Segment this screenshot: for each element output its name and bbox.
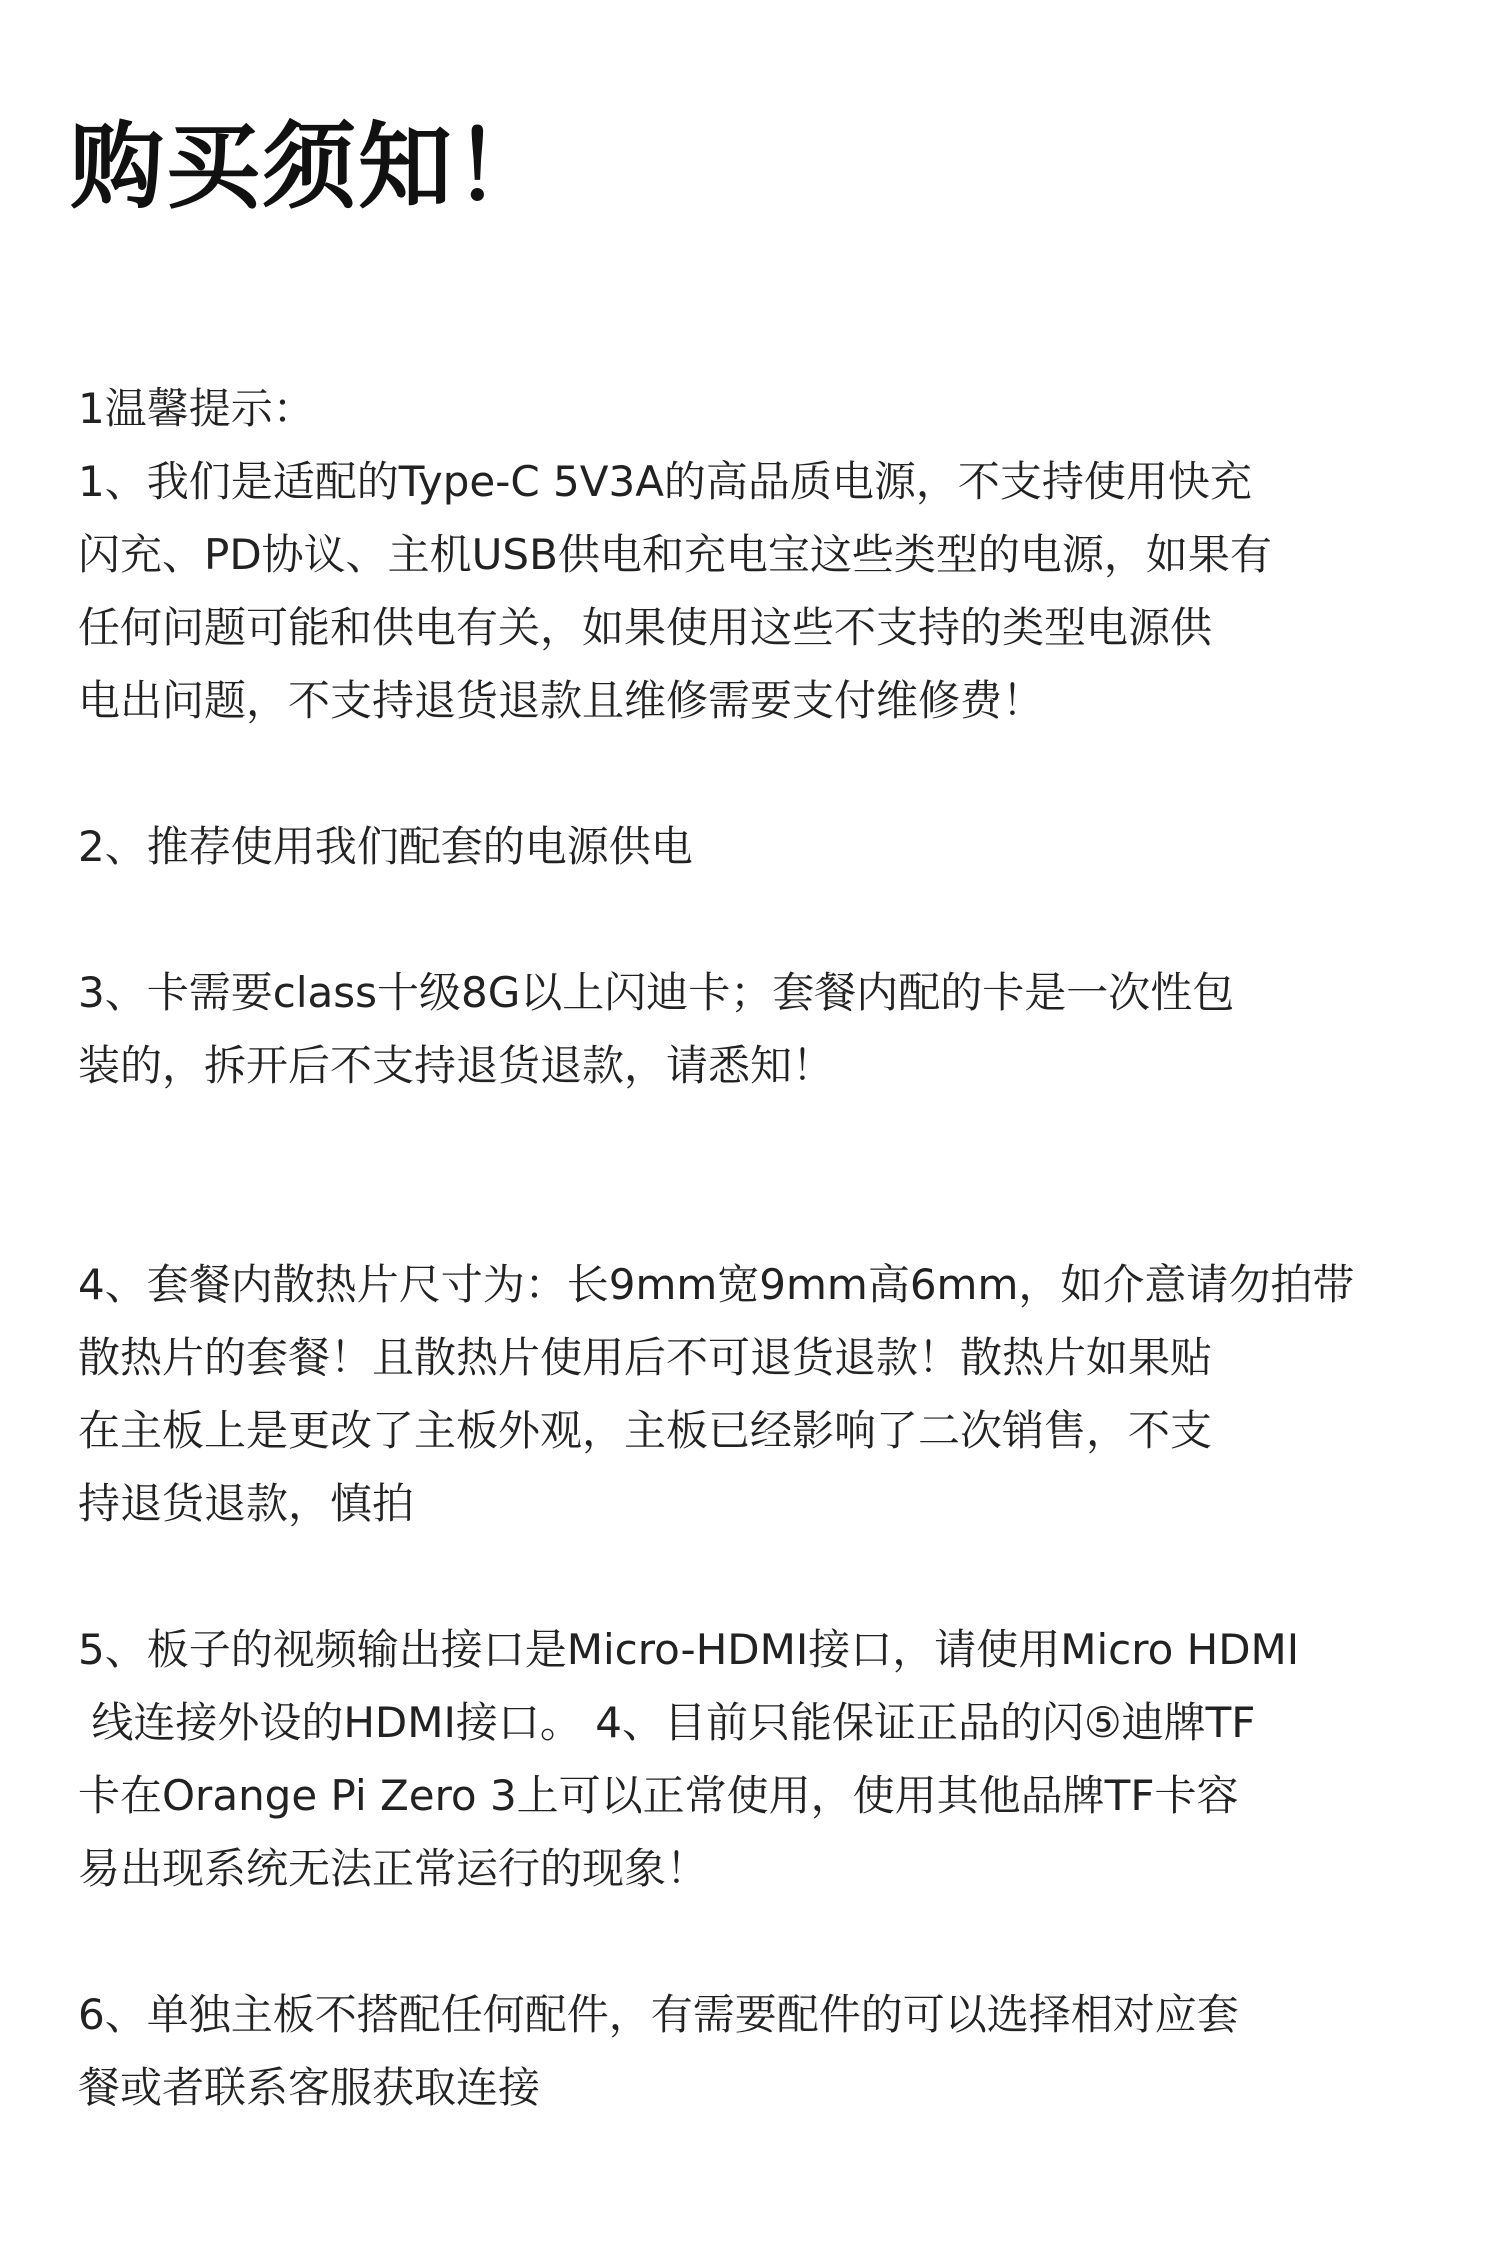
notice-line: 5、板子的视频输出接口是Micro-HDMI接口，请使用Micro HDMI <box>78 1625 1300 1674</box>
spacer <box>78 1540 1468 1613</box>
notice-heading: 1温馨提示： <box>78 384 315 433</box>
notice-line: 在主板上是更改了主板外观，主板已经影响了二次销售，不支 <box>78 1406 1213 1455</box>
notice-line: 线连接外设的HDMI接口。 4、目前只能保证正品的闪⑤迪牌TF <box>78 1698 1256 1747</box>
notice-line: 2、推荐使用我们配套的电源供电 <box>78 822 693 871</box>
notice-line: 装的，拆开后不支持退货退款，请悉知！ <box>78 1041 835 1090</box>
page-title: 购买须知！ <box>70 113 551 222</box>
notice-item-4 <box>78 1248 1468 1540</box>
notice-line: 闪充、PD协议、主机USB供电和充电宝这些类型的电源，如果有 <box>78 530 1272 579</box>
notice-line: 任何问题可能和供电有关，如果使用这些不支持的类型电源供 <box>78 603 1213 652</box>
notice-line: 持退货退款，慎拍 <box>78 1479 415 1528</box>
spacer <box>78 883 1468 956</box>
notice-item-1 <box>78 445 1468 737</box>
notice-item-3 <box>78 956 1468 1102</box>
notice-body <box>78 372 1468 2124</box>
notice-item-2 <box>78 810 1468 883</box>
spacer <box>78 1905 1468 1978</box>
notice-line: 散热片的套餐！且散热片使用后不可退货退款！散热片如果贴 <box>78 1333 1213 1382</box>
notice-line: 4、套餐内散热片尺寸为：长9mm宽9mm高6mm，如介意请勿拍带 <box>78 1260 1355 1309</box>
notice-line: 易出现系统无法正常运行的现象！ <box>78 1844 709 1893</box>
notice-item-6 <box>78 1978 1468 2124</box>
notice-line: 卡在Orange Pi Zero 3上可以正常使用，使用其他品牌TF卡容 <box>78 1771 1239 1820</box>
notice-line: 1、我们是适配的Type-C 5V3A的高品质电源，不支持使用快充 <box>78 457 1252 506</box>
notice-line: 餐或者联系客服获取连接 <box>78 2063 541 2112</box>
notice-line: 电出问题，不支持退货退款且维修需要支付维修费！ <box>78 676 1045 725</box>
notice-line: 3、卡需要class十级8G以上闪迪卡；套餐内配的卡是一次性包 <box>78 968 1235 1017</box>
notice-line: 6、单独主板不搭配任何配件，有需要配件的可以选择相对应套 <box>78 1990 1239 2039</box>
notice-item-5 <box>78 1613 1468 1905</box>
spacer <box>78 737 1468 810</box>
spacer <box>78 1102 1468 1248</box>
